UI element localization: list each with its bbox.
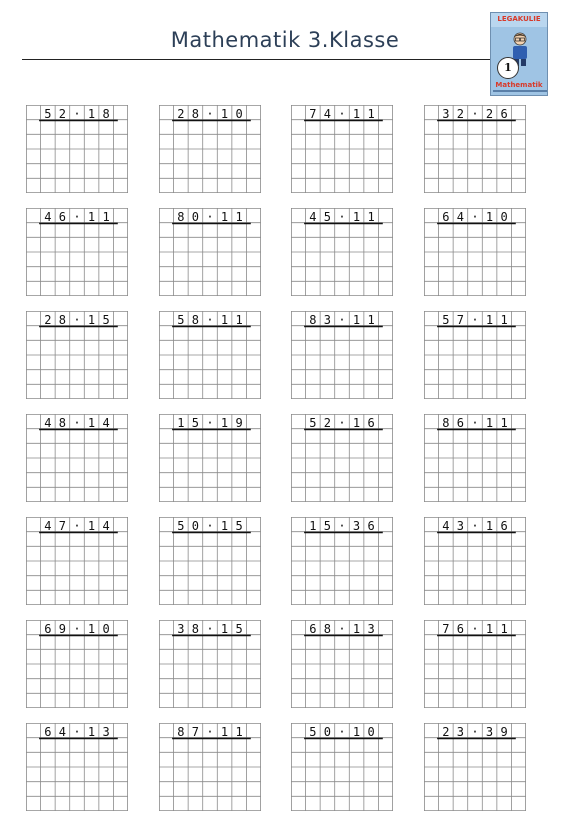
multiply-sign: · xyxy=(73,622,81,636)
multiply-sign: · xyxy=(471,210,479,224)
multiply-sign: · xyxy=(73,313,81,327)
digit: 4 xyxy=(44,416,52,430)
digit: 1 xyxy=(352,107,361,121)
digit: 1 xyxy=(87,107,96,121)
multiply-sign: · xyxy=(206,725,214,739)
digit: 6 xyxy=(309,622,317,636)
digit: 6 xyxy=(367,519,375,533)
digit: 9 xyxy=(235,416,243,430)
digit: 1 xyxy=(220,622,229,636)
digit: 5 xyxy=(177,519,185,533)
page-title: Mathematik 3.Klasse xyxy=(170,28,400,52)
digit: 8 xyxy=(102,107,110,121)
digit: 5 xyxy=(309,416,317,430)
digit: 6 xyxy=(456,416,464,430)
digit: 8 xyxy=(58,313,66,327)
digit: 4 xyxy=(44,519,52,533)
digit: 3 xyxy=(485,725,494,739)
digit: 6 xyxy=(500,107,508,121)
digit: 1 xyxy=(485,622,494,636)
multiply-sign: · xyxy=(206,622,214,636)
logo-subject: Mathematik xyxy=(495,81,543,89)
digit: 5 xyxy=(177,313,185,327)
exercise-box xyxy=(424,311,526,399)
digit: 5 xyxy=(44,107,52,121)
multiply-sign: · xyxy=(338,519,346,533)
digit: 3 xyxy=(456,725,464,739)
digit: 5 xyxy=(323,519,331,533)
digit: 8 xyxy=(191,622,199,636)
digit: 1 xyxy=(500,416,508,430)
digit: 8 xyxy=(191,107,199,121)
exercise-box xyxy=(424,517,526,605)
exercise-box xyxy=(26,105,128,193)
exercise-box xyxy=(424,208,526,296)
exercise-box xyxy=(159,208,261,296)
digit: 1 xyxy=(352,210,361,224)
exercise-box xyxy=(26,311,128,399)
multiply-sign: · xyxy=(338,107,346,121)
digit: 3 xyxy=(442,107,450,121)
digit: 6 xyxy=(44,725,52,739)
multiply-sign: · xyxy=(73,210,81,224)
digit: 3 xyxy=(352,519,361,533)
digit: 4 xyxy=(309,210,317,224)
digit: 1 xyxy=(367,107,375,121)
digit: 1 xyxy=(235,725,243,739)
digit: 4 xyxy=(58,725,66,739)
digit: 1 xyxy=(235,313,243,327)
digit: 0 xyxy=(367,725,375,739)
digit: 4 xyxy=(102,416,110,430)
multiply-sign: · xyxy=(206,107,214,121)
book-cover-logo xyxy=(490,12,548,96)
digit: 0 xyxy=(191,519,199,533)
digit: 1 xyxy=(87,416,96,430)
digit: 2 xyxy=(456,107,464,121)
exercise-box xyxy=(26,723,128,811)
digit: 1 xyxy=(220,313,229,327)
multiply-sign: · xyxy=(471,313,479,327)
digit: 2 xyxy=(177,107,185,121)
digit: 1 xyxy=(352,313,361,327)
digit: 3 xyxy=(323,313,331,327)
digit: 0 xyxy=(323,725,331,739)
exercise-box xyxy=(26,208,128,296)
multiply-sign: · xyxy=(338,622,346,636)
digit: 1 xyxy=(220,416,229,430)
digit: 4 xyxy=(102,519,110,533)
multiply-sign: · xyxy=(471,725,479,739)
digit: 5 xyxy=(235,519,243,533)
digit: 1 xyxy=(87,313,96,327)
digit: 6 xyxy=(44,622,52,636)
digit: 5 xyxy=(102,313,110,327)
multiply-sign: · xyxy=(206,210,214,224)
digit: 1 xyxy=(87,519,96,533)
exercise-box xyxy=(26,414,128,502)
digit: 4 xyxy=(442,519,450,533)
digit: 1 xyxy=(500,313,508,327)
digit: 7 xyxy=(191,725,199,739)
digit: 1 xyxy=(485,210,494,224)
digit: 8 xyxy=(323,622,331,636)
digit: 8 xyxy=(309,313,317,327)
digit: 1 xyxy=(309,519,317,533)
digit: 1 xyxy=(87,210,96,224)
digit: 3 xyxy=(367,622,375,636)
digit: 0 xyxy=(500,210,508,224)
multiply-sign: · xyxy=(471,416,479,430)
digit: 6 xyxy=(500,519,508,533)
digit: 0 xyxy=(191,210,199,224)
digit: 1 xyxy=(367,313,375,327)
title-underline xyxy=(22,59,492,60)
exercise-box xyxy=(424,723,526,811)
digit: 8 xyxy=(442,416,450,430)
exercise-box xyxy=(159,414,261,502)
exercise-box xyxy=(291,517,393,605)
digit: 1 xyxy=(485,519,494,533)
digit: 1 xyxy=(367,210,375,224)
exercise-box xyxy=(159,517,261,605)
digit: 1 xyxy=(235,210,243,224)
multiply-sign: · xyxy=(338,210,346,224)
digit: 6 xyxy=(367,416,375,430)
exercise-box xyxy=(424,105,526,193)
exercise-box xyxy=(159,723,261,811)
exercise-box xyxy=(291,414,393,502)
digit: 2 xyxy=(44,313,52,327)
digit: 7 xyxy=(309,107,317,121)
multiply-sign: · xyxy=(338,313,346,327)
digit: 1 xyxy=(220,725,229,739)
digit: 1 xyxy=(352,725,361,739)
multiply-sign: · xyxy=(471,107,479,121)
digit: 2 xyxy=(442,725,450,739)
exercise-box xyxy=(159,105,261,193)
multiply-sign: · xyxy=(73,416,81,430)
multiply-sign: · xyxy=(206,313,214,327)
multiply-sign: · xyxy=(471,519,479,533)
digit: 9 xyxy=(58,622,66,636)
digit: 1 xyxy=(102,210,110,224)
digit: 7 xyxy=(442,622,450,636)
digit: 8 xyxy=(191,313,199,327)
logo-tagline-bar xyxy=(493,90,547,92)
digit: 1 xyxy=(87,622,96,636)
digit: 2 xyxy=(58,107,66,121)
digit: 1 xyxy=(485,313,494,327)
issue-number-badge: 1 xyxy=(497,57,519,79)
digit: 6 xyxy=(456,622,464,636)
exercise-box xyxy=(291,620,393,708)
multiply-sign: · xyxy=(206,416,214,430)
digit: 2 xyxy=(485,107,494,121)
exercise-box xyxy=(291,311,393,399)
multiply-sign: · xyxy=(338,416,346,430)
exercise-box xyxy=(424,620,526,708)
exercise-box xyxy=(26,620,128,708)
digit: 1 xyxy=(87,725,96,739)
multiply-sign: · xyxy=(73,107,81,121)
digit: 3 xyxy=(102,725,110,739)
digit: 1 xyxy=(220,210,229,224)
exercise-box xyxy=(424,414,526,502)
digit: 8 xyxy=(58,416,66,430)
digit: 2 xyxy=(323,416,331,430)
exercise-box xyxy=(159,311,261,399)
exercise-box xyxy=(291,723,393,811)
digit: 5 xyxy=(309,725,317,739)
digit: 5 xyxy=(442,313,450,327)
digit: 0 xyxy=(235,107,243,121)
multiply-sign: · xyxy=(206,519,214,533)
digit: 0 xyxy=(102,622,110,636)
digit: 4 xyxy=(44,210,52,224)
exercise-box xyxy=(291,208,393,296)
digit: 1 xyxy=(352,416,361,430)
multiply-sign: · xyxy=(73,725,81,739)
digit: 1 xyxy=(177,416,185,430)
digit: 6 xyxy=(58,210,66,224)
exercise-box xyxy=(26,517,128,605)
multiply-sign: · xyxy=(73,519,81,533)
digit: 7 xyxy=(58,519,66,533)
exercise-box xyxy=(159,620,261,708)
digit: 8 xyxy=(177,725,185,739)
digit: 6 xyxy=(442,210,450,224)
digit: 5 xyxy=(323,210,331,224)
multiply-sign: · xyxy=(471,622,479,636)
digit: 7 xyxy=(456,313,464,327)
exercise-box xyxy=(291,105,393,193)
digit: 5 xyxy=(191,416,199,430)
digit: 1 xyxy=(220,519,229,533)
digit: 3 xyxy=(456,519,464,533)
digit: 4 xyxy=(456,210,464,224)
digit: 8 xyxy=(177,210,185,224)
digit: 3 xyxy=(177,622,185,636)
digit: 5 xyxy=(235,622,243,636)
digit: 1 xyxy=(500,622,508,636)
digit: 1 xyxy=(352,622,361,636)
digit: 4 xyxy=(323,107,331,121)
multiply-sign: · xyxy=(338,725,346,739)
digit: 9 xyxy=(500,725,508,739)
digit: 1 xyxy=(485,416,494,430)
digit: 1 xyxy=(220,107,229,121)
logo-brand: LEGAKULIE xyxy=(497,15,541,23)
